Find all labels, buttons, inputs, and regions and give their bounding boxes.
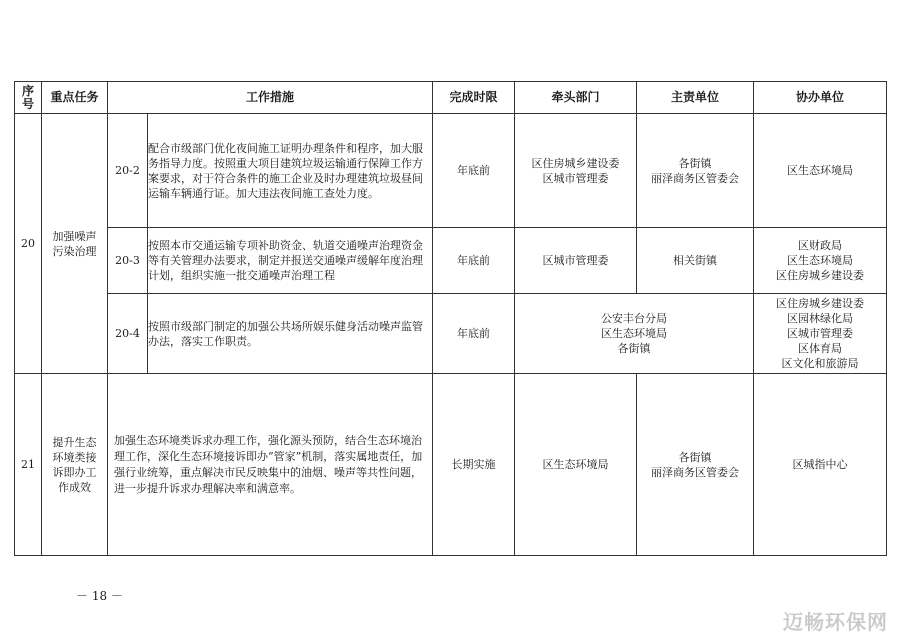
header-measure: 工作措施 bbox=[108, 82, 433, 114]
deadline: 年底前 bbox=[433, 228, 515, 294]
page-number: － 18 － bbox=[76, 589, 123, 603]
header-lead-dept: 牵头部门 bbox=[515, 82, 637, 114]
assist-unit bbox=[754, 114, 887, 228]
main-line: 各街镇 bbox=[678, 450, 712, 464]
table-header-row bbox=[15, 82, 887, 114]
header-assist-unit: 协办单位 bbox=[754, 82, 887, 114]
task-table bbox=[14, 81, 887, 556]
assist-line: 区城指中心 bbox=[792, 458, 848, 471]
lead-and-main-unit bbox=[515, 294, 754, 374]
measure-text: 按照市级部门制定的加强公共场所娱乐健身活动噪声监管办法，落实工作职责。 bbox=[148, 294, 433, 374]
lead-dept bbox=[515, 114, 637, 228]
lead-dept bbox=[515, 228, 637, 294]
deadline: 年底前 bbox=[433, 114, 515, 228]
lead-line: 区城市管理委 bbox=[542, 171, 609, 185]
assist-unit bbox=[754, 374, 887, 556]
sub-code: 20-4 bbox=[108, 294, 148, 374]
assist-line: 区财政局 bbox=[798, 239, 843, 252]
main-line: 相关街镇 bbox=[673, 254, 718, 267]
header-main-unit: 主责单位 bbox=[637, 82, 754, 114]
lead-line: 区生态环境局 bbox=[542, 458, 609, 471]
assist-line: 区城市管理委 bbox=[787, 327, 854, 340]
row-task-20 bbox=[42, 114, 108, 374]
task-line: 诉即办工 bbox=[52, 465, 97, 479]
lead-main-line: 公安丰台分局 bbox=[601, 312, 668, 325]
assist-line: 区住房城乡建设委 bbox=[776, 269, 865, 282]
main-line: 丽泽商务区管委会 bbox=[651, 171, 740, 185]
deadline: 年底前 bbox=[433, 294, 515, 374]
sub-code: 20-2 bbox=[108, 114, 148, 228]
task-line: 加强噪声 bbox=[52, 229, 97, 243]
assist-line: 区生态环境局 bbox=[787, 164, 854, 177]
header-task: 重点任务 bbox=[42, 82, 108, 114]
assist-line: 区生态环境局 bbox=[787, 254, 854, 267]
header-seq-label: 序号 bbox=[21, 83, 34, 111]
main-unit bbox=[637, 228, 754, 294]
main-line: 丽泽商务区管委会 bbox=[651, 465, 740, 479]
task-line: 环境类接 bbox=[52, 450, 97, 464]
row-task-21 bbox=[42, 374, 108, 556]
measure-text: 按照本市交通运输专项补助资金、轨道交通噪声治理资金等有关管理办法要求，制定并报送交通噪声缓解年度治理计划，组织实施一批交通噪声治理工程 bbox=[148, 228, 433, 294]
table-row bbox=[15, 294, 887, 374]
header-deadline: 完成时限 bbox=[433, 82, 515, 114]
measure-text: 加强生态环境类诉求办理工作，强化源头预防，结合生态环境治理工作，深化生态环境接诉即办“管家”机制，落实属地责任，加强行业统筹，重点解决市民反映集中的油烟、噪声等共性问题，进一步提升诉求办理解决率和满意率。 bbox=[108, 374, 433, 556]
task-line: 提升生态 bbox=[52, 435, 97, 449]
row-seq-20: 20 bbox=[15, 114, 42, 374]
site-watermark: 迈畅环保网 bbox=[783, 610, 888, 634]
table-row bbox=[15, 228, 887, 294]
table-row bbox=[15, 114, 887, 228]
task-line: 污染治理 bbox=[52, 244, 97, 258]
header-seq bbox=[15, 82, 42, 114]
lead-main-line: 各街镇 bbox=[617, 342, 651, 355]
lead-line: 区住房城乡建设委 bbox=[531, 156, 620, 170]
deadline: 长期实施 bbox=[433, 374, 515, 556]
assist-line: 区园林绿化局 bbox=[787, 312, 854, 325]
assist-line: 区文化和旅游局 bbox=[781, 357, 859, 370]
row-seq-21: 21 bbox=[15, 374, 42, 556]
measure-text: 配合市级部门优化夜间施工证明办理条件和程序，加大服务指导力度。按照重大项目建筑垃圾运输通行保障工作方案要求，对于符合条件的施工企业及时办理建筑垃圾昼间运输车辆通行证。加大违法夜间施工查处力度。 bbox=[148, 114, 433, 228]
assist-line: 区体育局 bbox=[798, 342, 843, 355]
main-unit bbox=[637, 114, 754, 228]
main-unit bbox=[637, 374, 754, 556]
assist-unit bbox=[754, 228, 887, 294]
main-line: 各街镇 bbox=[678, 156, 712, 170]
assist-line: 区住房城乡建设委 bbox=[776, 297, 865, 310]
sub-code: 20-3 bbox=[108, 228, 148, 294]
assist-unit bbox=[754, 294, 887, 374]
lead-line: 区城市管理委 bbox=[542, 254, 609, 267]
task-line: 作成效 bbox=[58, 480, 91, 494]
table-row bbox=[15, 374, 887, 556]
lead-dept bbox=[515, 374, 637, 556]
lead-main-line: 区生态环境局 bbox=[601, 327, 668, 340]
